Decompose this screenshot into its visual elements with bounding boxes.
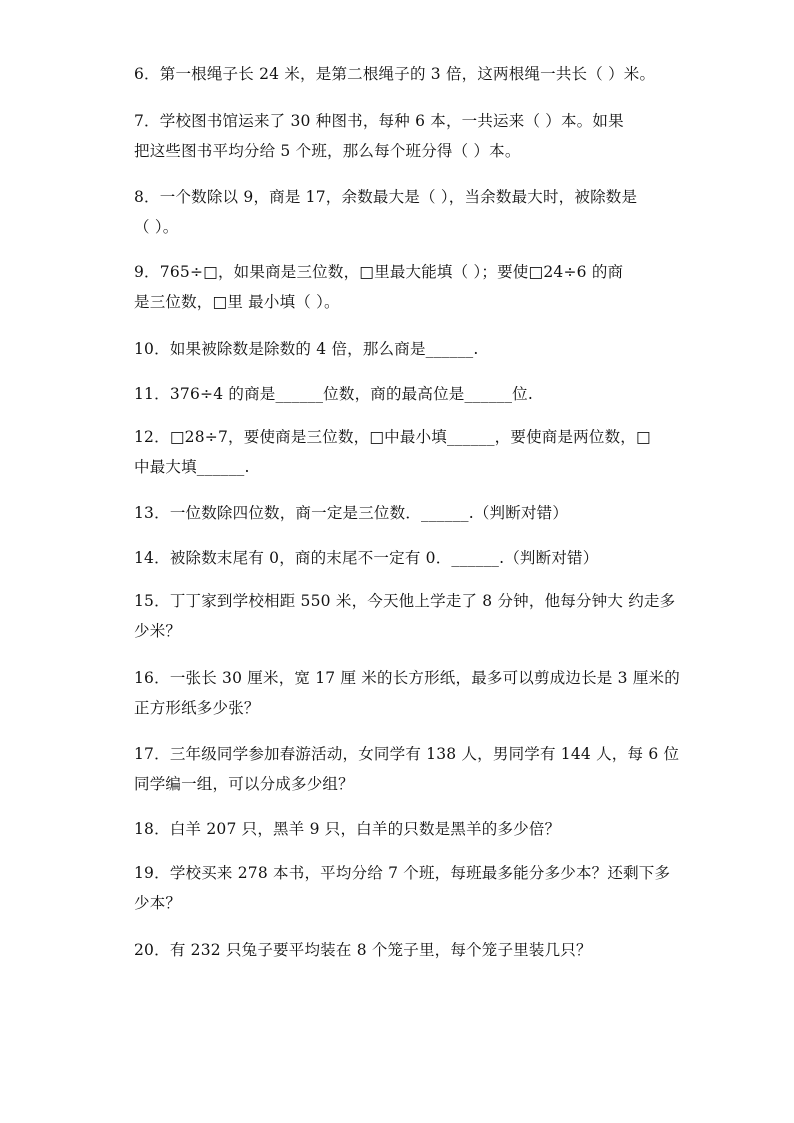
question-9: [134, 257, 674, 317]
question-6: [134, 59, 674, 89]
question-7: [134, 106, 674, 166]
question-line: 19．学校买来 278 本书，平均分给 7 个班，每班最多能分多少本？还剩下多: [134, 864, 671, 882]
question-17: [134, 739, 680, 799]
question-line: 是三位数，□里 最小填（ ）。: [134, 293, 340, 311]
question-line: 13．一位数除四位数，商一定是三位数．______.（判断对错）: [134, 504, 569, 522]
question-line: 7．学校图书馆运来了 30 种图书，每种 6 本，一共运来（ ）本。如果: [134, 112, 624, 130]
question-14: [134, 543, 674, 573]
question-8: [134, 182, 674, 242]
question-line: 10．如果被除数是除数的 4 倍，那么商是______.: [134, 340, 479, 358]
question-line: 把这些图书平均分给 5 个班，那么每个班分得（ ）本。: [134, 142, 521, 160]
question-line: 9．765÷□，如果商是三位数，□里最大能填（ ）；要使□24÷6 的商: [134, 263, 624, 281]
question-line: 12．□28÷7，要使商是三位数，□中最小填______，要使商是两位数，□: [134, 428, 651, 446]
question-line: 中最大填______.: [134, 458, 250, 476]
question-line: 11．376÷4 的商是______位数，商的最高位是______位.: [134, 385, 534, 403]
question-10: [134, 334, 674, 364]
question-line: 少米？: [134, 622, 182, 640]
question-19: [134, 858, 674, 918]
question-18: [134, 814, 674, 844]
question-line: 同学编一组，可以分成多少组？: [134, 775, 354, 793]
question-line: 20．有 232 只兔子要平均装在 8 个笼子里，每个笼子里装几只？: [134, 941, 592, 959]
question-11: [134, 379, 674, 409]
question-12: [134, 422, 674, 482]
question-line: 6．第一根绳子长 24 米，是第二根绳子的 3 倍，这两根绳一共长（ ）米。: [134, 65, 656, 83]
question-20: [134, 935, 674, 965]
question-line: 8．一个数除以 9，商是 17，余数最大是（ ），当余数最大时，被除数是: [134, 188, 638, 206]
question-line: （ ）。: [134, 218, 179, 236]
question-line: 14．被除数末尾有 0，商的末尾不一定有 0．______.（判断对错）: [134, 549, 599, 567]
question-line: 16．一张长 30 厘米，宽 17 厘 米的长方形纸，最多可以剪成边长是 3 厘米的: [134, 669, 680, 687]
question-line: 18．白羊 207 只，黑羊 9 只，白羊的只数是黑羊的多少倍？: [134, 820, 561, 838]
question-13: [134, 498, 674, 528]
question-line: 正方形纸多少张？: [134, 699, 260, 717]
question-line: 少本？: [134, 894, 182, 912]
question-line: 17．三年级同学参加春游活动，女同学有 138 人，男同学有 144 人，每 6 位: [134, 745, 680, 763]
question-line: 15．丁丁家到学校相距 550 米，今天他上学走了 8 分钟，他每分钟大 约走多: [134, 592, 676, 610]
question-15: [134, 586, 674, 646]
question-16: [134, 663, 680, 723]
